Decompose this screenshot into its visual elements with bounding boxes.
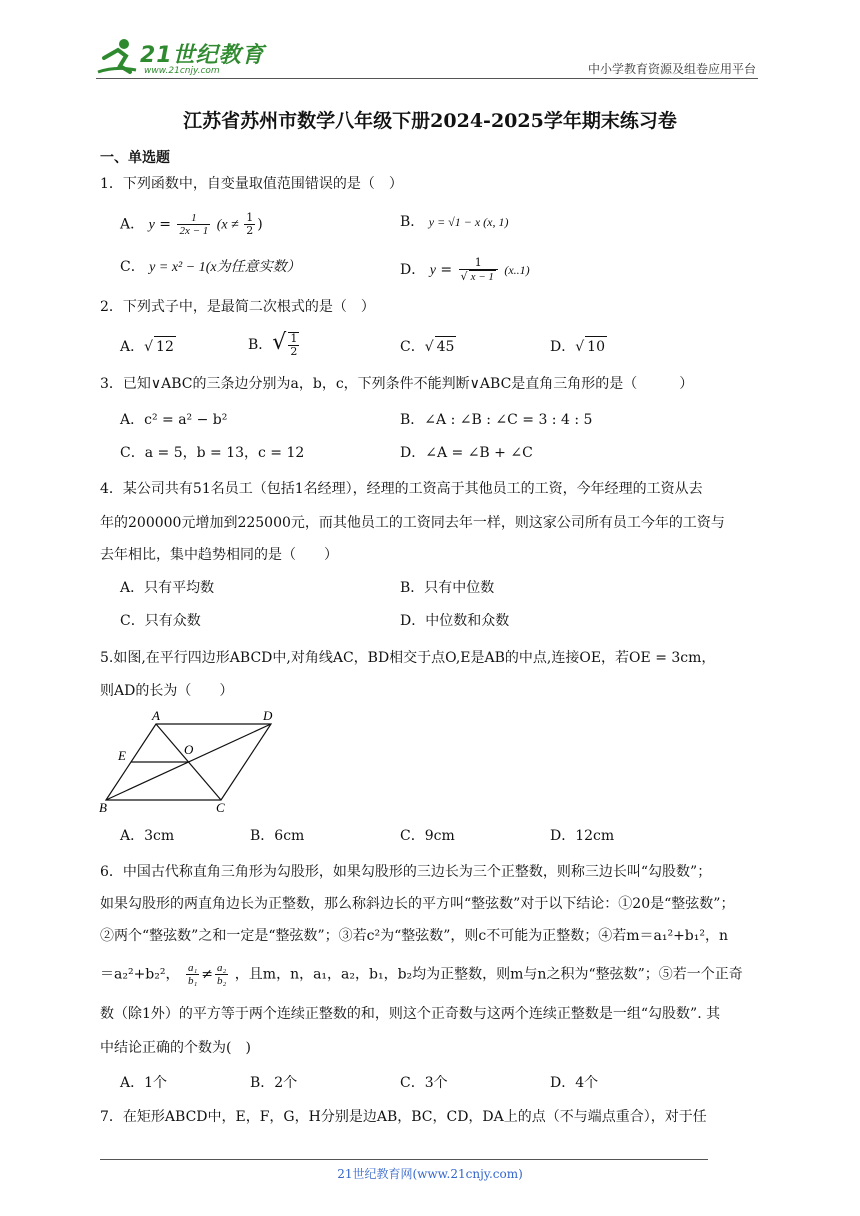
q2-stem: 2．下列式子中，是最简二次根式的是（ ）	[100, 299, 375, 315]
q3-stem: 3．已知∨ABC的三条边分别为a，b，c，下列条件不能判断∨ABC是直角三角形的是（ ）	[100, 376, 694, 392]
q6-option-b: B．2个	[250, 1075, 298, 1091]
q4-option-c: C．只有众数	[120, 613, 201, 629]
footer-link[interactable]: 21世纪教育网(www.21cnjy.com)	[337, 1167, 523, 1181]
parallelogram-figure	[96, 706, 286, 816]
q6-option-d: D．4个	[550, 1075, 599, 1091]
q2-option-a: A．√ 12	[120, 336, 176, 357]
q6-line-4-end: ，且m，n，a₁，a₂，b₁，b₂均为正整数，则m与n之积为“整弦数”；⑤若一个正奇	[234, 966, 743, 983]
platform-name: 中小学教育资源及组卷应用平台	[587, 62, 756, 76]
q4-line-1: 4．某公司共有51名员工（包括1名经理），经理的工资高于其他员工的工资，今年经理的工资从去	[100, 481, 703, 497]
label-c: C	[216, 800, 225, 815]
q5-line-1: 5.如图,在平行四边形ABCD中,对角线AC，BD相交于点O,E是AB的中点,连接OE，若OE = 3cm，	[100, 650, 716, 666]
q3-option-b: B．∠A : ∠B : ∠C = 3 : 4 : 5	[400, 412, 593, 428]
page-header	[96, 30, 756, 80]
label-b: B	[99, 800, 107, 815]
q1-option-d: D． y = $\frac{1}{√ x - 1}$ (x..1)	[400, 256, 530, 283]
q1-a-condition: (x ≠	[216, 217, 243, 233]
q5-option-a: A．3cm	[120, 828, 175, 844]
q1-option-a: A． y = $\frac{1}{2x - 1}$ (x ≠ $\frac{1}{2}$ )	[120, 211, 263, 237]
option-label: B．	[400, 214, 425, 230]
q1-option-b	[400, 212, 509, 232]
q7-line-1: 7．在矩形ABCD中，E，F，G，H分别是边AB，BC，CD，DA上的点（不与端点重合），对于任	[100, 1109, 707, 1125]
label-d: D	[263, 708, 273, 723]
q1-d-condition: (x..1)	[504, 263, 530, 277]
runner-logo-icon	[96, 36, 140, 76]
q5-option-d: D．12cm	[550, 828, 615, 844]
q6-option-c: C．3个	[400, 1075, 448, 1091]
page-title: 江苏省苏州市数学八年级下册2024-2025学年期末练习卷	[183, 110, 677, 132]
logo-text: 21世纪教育	[140, 43, 265, 68]
q4-option-b: B．只有中位数	[400, 580, 495, 596]
q4-line-2: 年的200000元增加到225000元，而其他员工的工资同去年一样，则这家公司所有员工今年的工资与	[100, 515, 725, 531]
q6-line-3: ②两个“整弦数”之和一定是“整弦数”；③若c²为“整弦数”，则c不可能为正整数；④若m＝a₁²+b₁²，n	[100, 928, 729, 944]
q5-option-b: B．6cm	[250, 828, 305, 844]
q6-line-1: 6．中国古代称直角三角形为勾股形，如果勾股形的三边长为三个正整数，则称三边长叫“勾股数”；	[100, 864, 712, 880]
q6-line-2: 如果勾股形的两直角边长为正整数，那么称斜边长的平方叫“整弦数”对于以下结论：①20是“整弦数”；	[100, 896, 735, 912]
footer-divider	[100, 1159, 708, 1160]
q1-b-expression: y = √1 − x (x, 1)	[428, 215, 509, 229]
q1-option-c	[120, 257, 301, 278]
q1-stem: 1．下列函数中，自变量取值范围错误的是（ ）	[100, 176, 403, 192]
q2-option-b: B．√ $\frac{1}{2}$	[248, 330, 298, 358]
q6-line-4-start: ＝a₂²+b₂²，	[100, 966, 180, 983]
q1-c-expression: y = x² − 1(x为任意实数）	[149, 260, 301, 275]
label-e: E	[118, 748, 126, 763]
q2-option-d: D．√ 10	[550, 336, 607, 357]
logo-url: www.21cnjy.com	[144, 66, 220, 76]
q4-line-3: 去年相比，集中趋势相同的是（ ）	[100, 547, 338, 563]
q6-line-6: 中结论正确的个数为( )	[100, 1040, 251, 1056]
q6-line-5: 数（除1外）的平方等于两个连续正整数的和，则这个正奇数与这两个连续正整数是一组“勾股数”. 其	[100, 1006, 721, 1022]
q6-line-4: ＝a₂²+b₂²， $\frac{\text{a₁}}{\text{b₁}}$ ≠ $\frac{\text{a₂}}{\text{b₂}}$ ，且m，n，a₁，a₂，b₁，b₂均为正整数，则m与n之积为“整弦数”；⑤若一个正奇	[100, 962, 743, 987]
q5-option-c: C．9cm	[400, 828, 455, 844]
q3-option-a: A．c² = a² − b²	[120, 412, 228, 428]
option-label: C．	[120, 259, 145, 275]
q3-option-d: D．∠A = ∠B + ∠C	[400, 445, 533, 461]
option-label: A．	[120, 216, 145, 233]
q3-option-c: C．a = 5，b = 13，c = 12	[120, 445, 305, 461]
q4-option-d: D．中位数和众数	[400, 613, 510, 629]
q5-line-2: 则AD的长为（ ）	[100, 683, 234, 699]
q6-option-a: A．1个	[120, 1075, 168, 1091]
header-divider	[96, 78, 758, 79]
q4-option-a: A．只有平均数	[120, 580, 215, 596]
label-o: O	[184, 742, 194, 757]
section-heading: 一、单选题	[100, 150, 170, 166]
label-a: A	[152, 708, 160, 723]
logo	[96, 36, 266, 76]
q2-option-c: C．√ 45	[400, 336, 456, 357]
